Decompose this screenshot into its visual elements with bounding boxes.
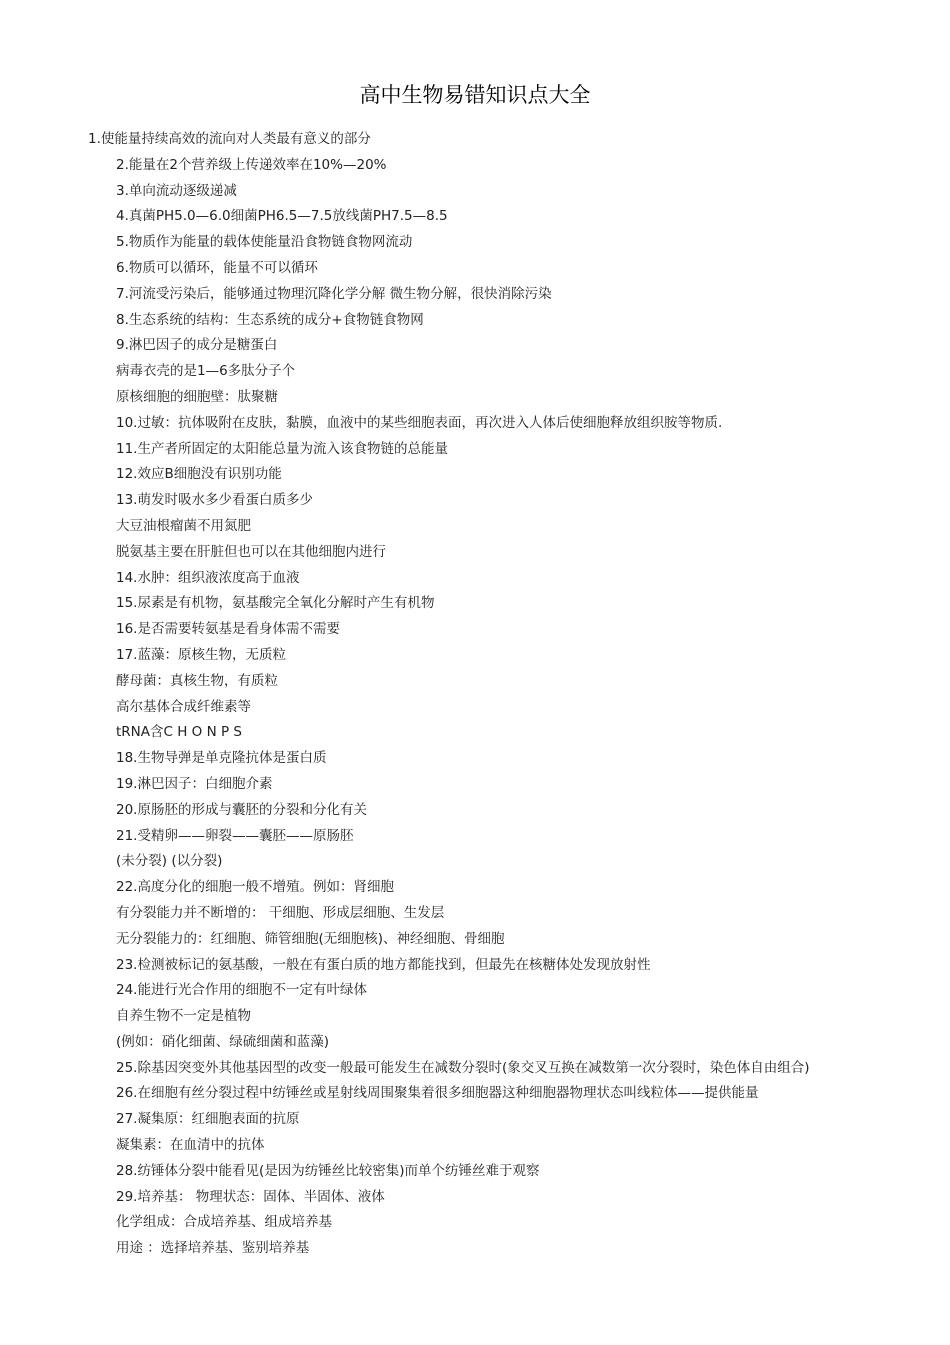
text-line: 无分裂能力的：红细胞、筛管细胞(无细胞核)、神经细胞、骨细胞	[116, 930, 505, 947]
text-line: 2.能量在2个营养级上传递效率在10%—20%	[116, 156, 387, 173]
text-line: 7.河流受污染后，能够通过物理沉降化学分解 微生物分解，很快消除污染	[116, 285, 552, 302]
text-line: 28.纺锤体分裂中能看见(是因为纺锤丝比较密集)而单个纺锤丝难于观察	[116, 1162, 540, 1179]
text-line: 自养生物不一定是植物	[116, 1008, 251, 1025]
text-line: (例如：硝化细菌、绿硫细菌和蓝藻)	[116, 1033, 330, 1050]
text-line: 高尔基体合成纤维素等	[116, 698, 251, 715]
text-line: 21.受精卵——卵裂——囊胚——原肠胚	[116, 827, 354, 844]
text-line: 有分裂能力并不断增的： 干细胞、形成层细胞、生发层	[116, 904, 445, 921]
text-line: 1.使能量持续高效的流向对人类最有意义的部分	[88, 131, 371, 147]
text-line: 19.淋巴因子：白细胞介素	[116, 775, 273, 792]
text-line: 12.效应B细胞没有识别功能	[116, 466, 282, 483]
text-line: 25.除基因突变外其他基因型的改变一般最可能发生在减数分裂时(象交叉互换在减数第一次分裂时，染色体自由组合)	[116, 1059, 810, 1076]
text-line: 26.在细胞有丝分裂过程中纺锤丝或星射线周围聚集着很多细胞器这种细胞器物理状态叫线粒体——提供能量	[116, 1085, 759, 1102]
document-body	[88, 127, 850, 1262]
text-line: 凝集素：在血清中的抗体	[116, 1137, 265, 1154]
text-line: (未分裂) (以分裂)	[116, 853, 223, 870]
text-line: 大豆油根瘤菌不用氮肥	[116, 517, 251, 534]
text-line: 病毒衣壳的是1—6多肽分子个	[116, 363, 296, 380]
text-line: 原核细胞的细胞壁：肽聚糖	[116, 388, 278, 405]
text-line: 15.尿素是有机物，氨基酸完全氧化分解时产生有机物	[116, 595, 435, 612]
text-line: 27.凝集原：红细胞表面的抗原	[116, 1111, 300, 1128]
text-line: 16.是否需要转氨基是看身体需不需要	[116, 621, 340, 638]
text-line: 酵母菌：真核生物，有质粒	[116, 672, 278, 689]
text-line: 3.单向流动逐级递减	[116, 182, 237, 199]
text-line: 5.物质作为能量的载体使能量沿食物链食物网流动	[116, 234, 413, 251]
text-line: 17.蓝藻：原核生物，无质粒	[116, 646, 286, 663]
text-line: 10.过敏：抗体吸附在皮肤，黏膜，血液中的某些细胞表面，再次进入人体后使细胞释放组织胺等物质.	[116, 414, 723, 431]
text-line: 18.生物导弹是单克隆抗体是蛋白质	[116, 750, 327, 767]
text-line: 22.高度分化的细胞一般不增殖。例如：肾细胞	[116, 879, 394, 896]
text-line: 29.培养基： 物理状态：固体、半固体、液体	[116, 1188, 385, 1205]
text-line: 9.淋巴因子的成分是糖蛋白	[116, 337, 278, 354]
text-line: tRNA含C H O N P S	[116, 724, 242, 741]
text-line: 脱氨基主要在肝脏但也可以在其他细胞内进行	[116, 543, 386, 560]
text-line: 化学组成：合成培养基、组成培养基	[116, 1214, 332, 1231]
text-line: 24.能进行光合作用的细胞不一定有叶绿体	[116, 982, 367, 999]
text-line: 13.萌发时吸水多少看蛋白质多少	[116, 492, 313, 509]
text-line: 14.水肿：组织液浓度高于血液	[116, 569, 300, 586]
text-line: 4.真菌PH5.0—6.0细菌PH6.5—7.5放线菌PH7.5—8.5	[116, 208, 448, 225]
text-line: 6.物质可以循环，能量不可以循环	[116, 259, 318, 276]
text-line: 8.生态系统的结构：生态系统的成分+食物链食物网	[116, 311, 424, 328]
text-line: 23.检测被标记的氨基酸，一般在有蛋白质的地方都能找到，但最先在核糖体处发现放射性	[116, 956, 651, 973]
text-line: 11.生产者所固定的太阳能总量为流入该食物链的总能量	[116, 440, 448, 457]
text-line: 用途 ：选择培养基、鉴别培养基	[116, 1240, 310, 1257]
document-title: 高中生物易错知识点大全	[359, 83, 591, 107]
text-line: 20.原肠胚的形成与囊胚的分裂和分化有关	[116, 801, 367, 818]
